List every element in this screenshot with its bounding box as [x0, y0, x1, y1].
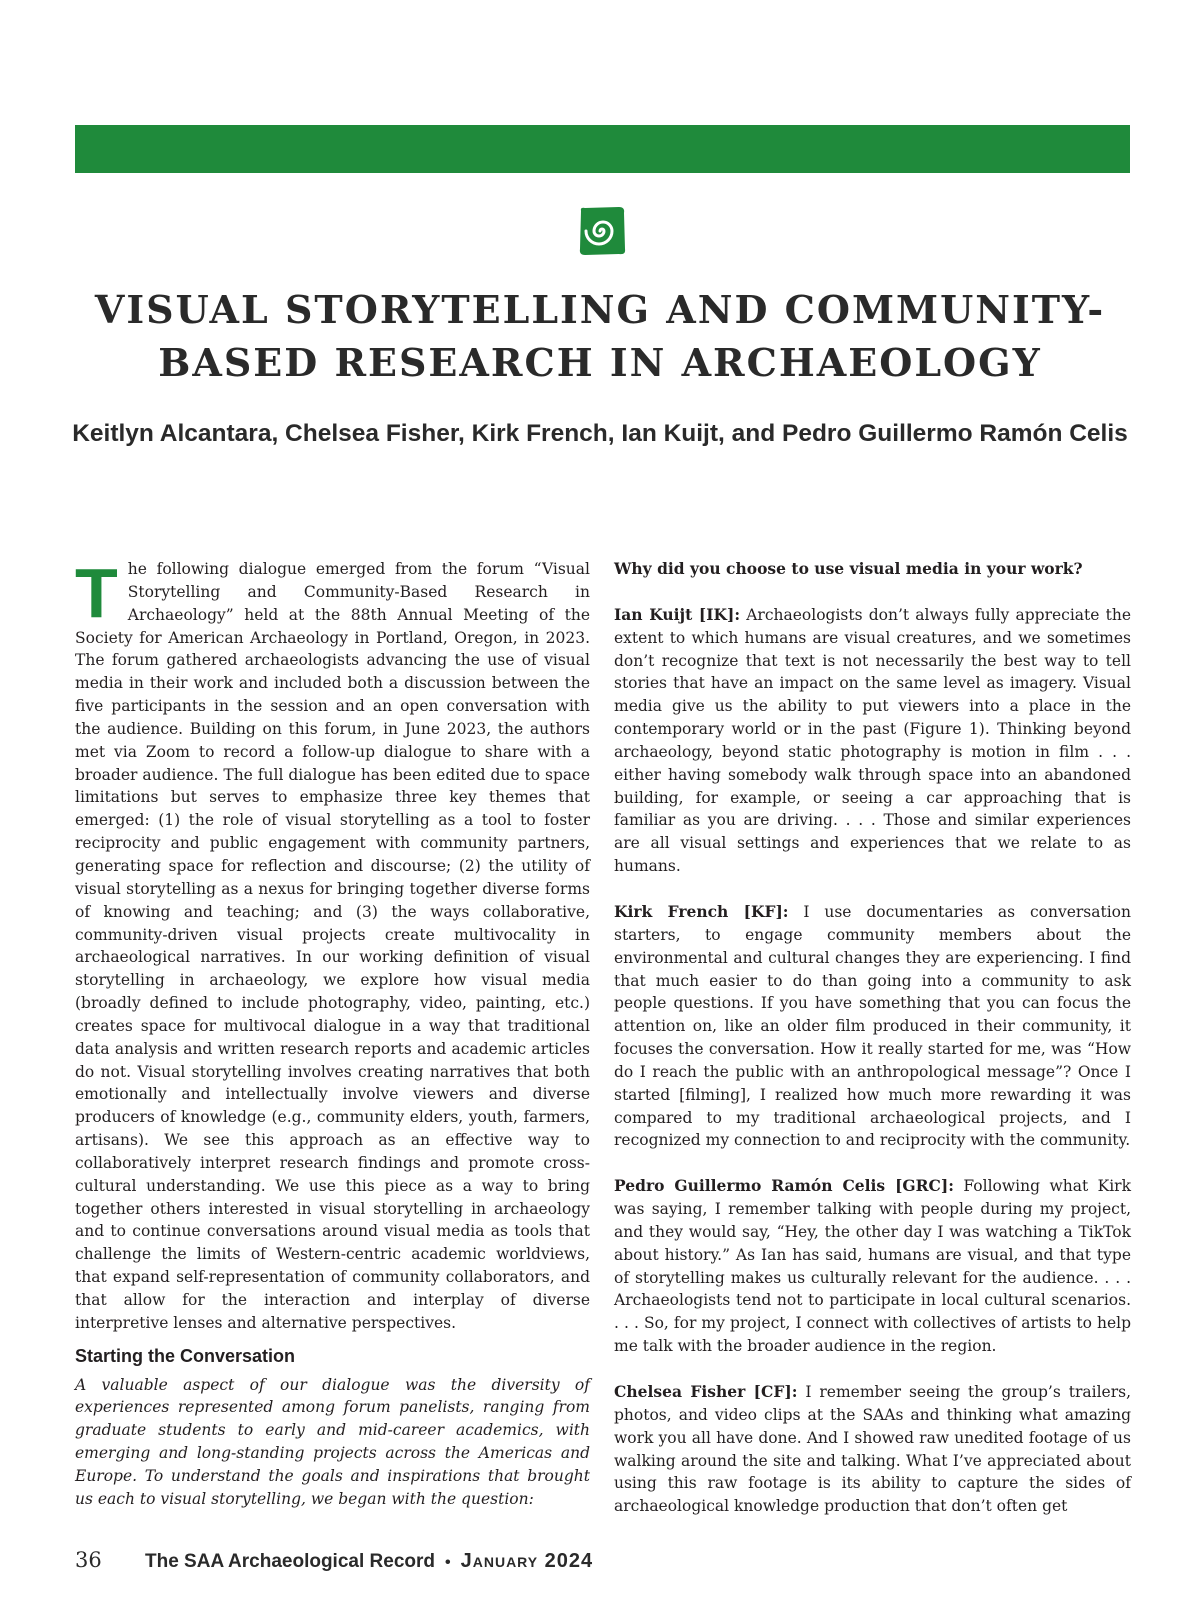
page-number: 36: [75, 1548, 102, 1572]
page-footer: [75, 1548, 593, 1578]
issue-date: January 2024: [460, 1550, 594, 1572]
answer-text: Following what Kirk was saying, I remember talking with people during my project, and they would say, “Hey, the other day I was watching a TikTok about history.” As Ian has said, humans are visual, and that type of storytelling makes us culturally relevant for the audience. . . . Archaeologists tend not to participate in local cultural scenarios. . . . So, for my project, I connect with collectives of artists to help me talk with the broader audience in the region.: [614, 1177, 1131, 1356]
drop-cap: T: [75, 554, 118, 632]
answer-chelsea-fisher: [614, 1381, 1131, 1518]
speaker-name: Ian Kuijt [IK]:: [614, 604, 741, 624]
interview-question: Why did you choose to use visual media in your work?: [614, 559, 1083, 578]
answer-ian-kuijt: [614, 604, 1131, 878]
section-heading: Starting the Conversation: [75, 1345, 296, 1366]
speaker-name: Pedro Guillermo Ramón Celis [GRC]:: [614, 1176, 954, 1196]
right-column: [614, 558, 1131, 1541]
section-intro: A valuable aspect of our dialogue was the diversity of experiences represented among forum panelists, ranging from graduate students to early and mid-career academics, with emerging and long-standing projects across the Americas and Europe. To understand the goals and inspirations that brought us each to visual storytelling, we began with the question:: [75, 1375, 590, 1508]
title-line-1: VISUAL STORYTELLING AND COMMUNITY-: [94, 287, 1106, 332]
answer-kirk-french: [614, 901, 1131, 1152]
intro-paragraph: [75, 554, 590, 1335]
publication-name: The SAA Archaeological Record: [145, 1551, 435, 1572]
title-line-2: BASED RESEARCH IN ARCHAEOLOGY: [158, 340, 1042, 385]
answer-text: Archaeologists don’t always fully appreciate the extent to which humans are visual creatures, and we sometimes don’t recognize that text is not necessarily the best way to tell stories that have an impact on the same level as imagery. Visual media give us the ability to put viewers into a place in the contemporary world or in the past (Figure 1). Thinking beyond archaeology, beyond static photography is motion in film . . . either having somebody walk through space into an abandoned building, for example, or seeing a car approaching that is familiar as you are driving. . . . Those and similar experiences are all visual settings and experiences that we relate to as humans.: [614, 605, 1131, 876]
header-color-band: [75, 125, 1130, 173]
article-title: [60, 283, 1140, 389]
answer-text: I use documentaries as conversation starters, to engage community members about the environmental and cultural changes they are experiencing. I find that much easier to do than going into a community to ask people questions. If you have something that you can focus the attention on, like an older film produced in their community, it focuses the conversation. How it really started for me, was “How do I reach the public with an anthropological message”? Once I started [filming], I realized how much more rewarding it was compared to my traditional archaeological projects, and I recognized my connection to and reciprocity with the community.: [614, 902, 1132, 1150]
author-list: Keitlyn Alcantara, Chelsea Fisher, Kirk French, Ian Kuijt, and Pedro Guillermo Ramón Celis: [72, 420, 1128, 447]
spiral-icon: [577, 205, 627, 257]
footer-separator: •: [445, 1554, 451, 1571]
left-column: [75, 554, 590, 1511]
intro-body: he following dialogue emerged from the forum “Visual Storytelling and Community-Based Research in Archaeology” held at the 88th Annual Meeting of the Society for American Archaeology in Portland, Oregon, in 2023. The forum gathered archaeologists advancing the use of visual media in their work and included both a discussion between the five participants in the session and an open conversation with the audience. Building on this forum, in June 2023, the authors met via Zoom to record a follow-up dialogue to share with a broader audience. The full dialogue has been edited due to space limitations but serves to emphasize three key themes that emerged: (1) the role of visual storytelling as a tool to foster reciprocity and public engagement with community partners, generating space for reflection and discourse; (2) the utility of visual storytelling as a nexus for bringing together diverse forms of knowing and teaching; and (3) the ways collaborative, community-driven visual projects create multivocality in archaeological narratives. In our working definition of visual storytelling in archaeology, we explore how visual media (broadly defined to include photography, video, painting, etc.) creates space for multivocal dialogue in a way that traditional data analysis and written research reports and academic articles do not. Visual storytelling involves creating narratives that both emotionally and intellectually involve viewers and diverse producers of knowledge (e.g., community elders, youth, farmers, artisans). We see this approach as an effective way to collaboratively interpret research findings and promote cross-cultural understanding. We use this piece as a way to bring together others interested in visual storytelling in archaeology and to continue conversations around visual media as tools that challenge the limits of Western-centric academic worldviews, that expand self-representation of community collaborators, and that allow for the interaction and interplay of diverse interpretive lenses and alternative perspectives.: [75, 560, 590, 1332]
speaker-name: Kirk French [KF]:: [614, 901, 789, 921]
answer-text: I remember seeing the group’s trailers, photos, and video clips at the SAAs and thinking what amazing work you all have done. And I showed raw unedited footage of us walking around the site and talking. What I’ve appreciated about using this raw footage is its ability to capture the sides of archaeological knowledge production that don’t often get: [614, 1383, 1131, 1516]
answer-pedro-ramon-celis: [614, 1175, 1131, 1358]
speaker-name: Chelsea Fisher [CF]:: [614, 1382, 798, 1401]
